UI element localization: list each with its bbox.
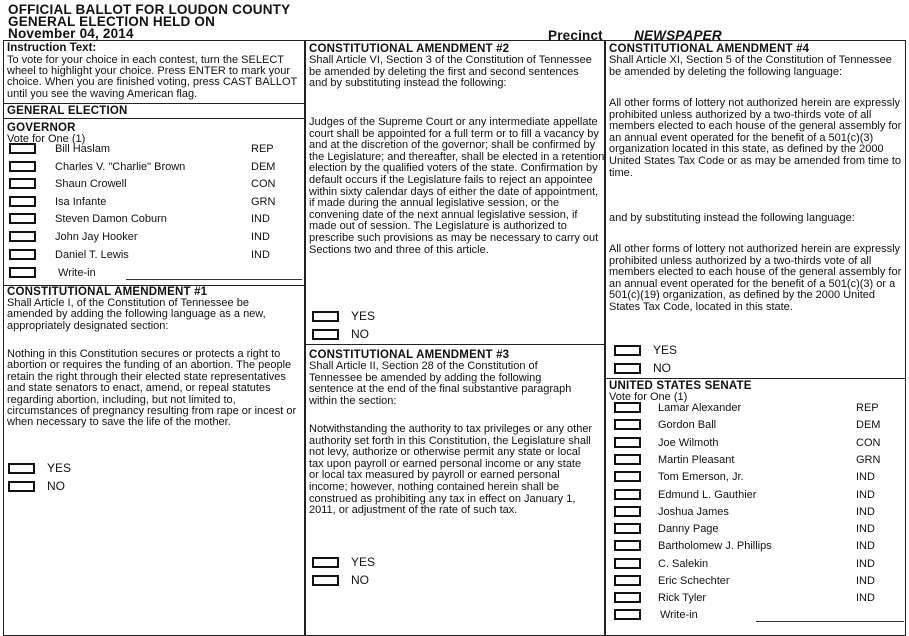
yes-label: YES <box>653 343 678 357</box>
amendment3-no-option[interactable] <box>312 573 369 587</box>
precinct-value: NEWSPAPER <box>634 28 722 43</box>
amendment1-yes-checkbox[interactable] <box>8 463 35 474</box>
candidate-checkbox[interactable] <box>9 213 36 224</box>
amendment1-intro: Shall Article I, of the Constitution of Tennessee be amended by adding the following language as a new, appropriately designated section: <box>7 297 266 332</box>
governor-vote-for: Vote for One (1) <box>7 133 86 145</box>
candidate-checkbox[interactable] <box>614 523 641 534</box>
candidate-name: Rick Tyler <box>658 592 707 605</box>
ballot-column-3 <box>605 40 906 636</box>
amendment2-no-option[interactable] <box>312 327 369 341</box>
governor-write-in-row[interactable] <box>4 263 304 283</box>
amendment4-body-deleted: All other forms of lottery not authorized herein are expressly prohibited unless authorized by a two-thirds vote of all members elected to each house of the general assembly for an annual event operated for the benefit of a 501(c)(3) organization located in this state, as defined by the 2000 United States Tax Code or as may be amended from time to time. <box>609 97 902 179</box>
governor-title: GOVERNOR <box>7 122 76 134</box>
candidate-name: Shaun Crowell <box>55 178 127 191</box>
candidate-name: Joe Wilmoth <box>658 436 719 449</box>
candidate-name: Daniel T. Lewis <box>55 248 129 261</box>
divider <box>4 103 304 104</box>
candidate-party: IND <box>856 471 875 484</box>
candidate-name: Tom Emerson, Jr. <box>658 471 744 484</box>
candidate-row[interactable] <box>606 452 905 470</box>
candidate-checkbox[interactable] <box>614 575 641 586</box>
amendment2-title: CONSTITUTIONAL AMENDMENT #2 <box>309 43 510 55</box>
amendment1-yes-option[interactable] <box>8 461 71 475</box>
candidate-checkbox[interactable] <box>614 506 641 517</box>
senate-candidate-list <box>606 400 905 610</box>
candidate-name: Charles V. "Charlie" Brown <box>55 160 186 173</box>
ballot-column-1 <box>3 40 305 636</box>
candidate-checkbox[interactable] <box>9 178 36 189</box>
amendment4-body-substitute: and by substituting instead the following language: <box>609 212 855 224</box>
candidate-row[interactable] <box>4 141 304 159</box>
amendment4-no-option[interactable] <box>614 361 671 375</box>
instructions-title: Instruction Text: <box>7 42 97 54</box>
no-label: NO <box>351 327 369 341</box>
candidate-party: IND <box>251 231 270 243</box>
write-in-line[interactable] <box>756 621 904 622</box>
candidate-name: Steven Damon Coburn <box>55 213 167 226</box>
write-in-label: Write-in <box>58 267 96 279</box>
candidate-party: REP <box>856 402 879 414</box>
candidate-row[interactable] <box>606 538 905 556</box>
candidate-party: GRN <box>251 195 276 208</box>
candidate-row[interactable] <box>606 417 905 435</box>
write-in-line[interactable] <box>126 279 302 280</box>
write-in-checkbox[interactable] <box>9 267 36 278</box>
no-label: NO <box>47 479 65 493</box>
candidate-party: REP <box>251 143 274 155</box>
candidate-name: Bill Haslam <box>55 143 111 155</box>
candidate-party: IND <box>856 488 875 501</box>
amendment3-body: Notwithstanding the authority to tax privileges or any other authority set forth in this Constitution, the Legislature shall not levy, authorize or otherwise permit any state or local tax upon payroll or earned personal income or any state or local tax measured by payroll or earned personal income; however, nothing contained herein shall be construed as prohibiting any tax in effect on January 1, 2011, or adjustment of the rate of such tax. <box>309 423 593 517</box>
amendment1-no-checkbox[interactable] <box>8 481 35 492</box>
candidate-party: IND <box>856 557 875 570</box>
precinct-label: Precinct <box>548 28 603 43</box>
candidate-row[interactable] <box>4 229 304 247</box>
candidate-party: CON <box>251 178 276 191</box>
amendment1-title: CONSTITUTIONAL AMENDMENT #1 <box>7 286 208 298</box>
candidate-name: Joshua James <box>658 505 729 518</box>
candidate-row[interactable] <box>606 400 905 418</box>
candidate-row[interactable] <box>4 247 304 265</box>
no-label: NO <box>653 361 671 375</box>
candidate-checkbox[interactable] <box>614 402 641 413</box>
candidate-party: CON <box>856 436 881 449</box>
candidate-name: Isa Infante <box>55 195 107 208</box>
amendment1-body: Nothing in this Constitution secures or protects a right to abortion or requires the funding of an abortion. The people retain the right through their elected state representatives and state senators to enact, amend, or repeal statutes regarding abortion, including, but not limited to, circumstances of pregnancy resulting from rape or incest or when necessary to save the life of the mother. <box>7 348 297 429</box>
candidate-party: IND <box>856 523 875 536</box>
candidate-checkbox[interactable] <box>614 540 641 551</box>
candidate-party: GRN <box>856 453 881 466</box>
candidate-checkbox[interactable] <box>614 454 641 465</box>
write-in-label: Write-in <box>660 609 698 621</box>
candidate-row[interactable] <box>606 487 905 505</box>
amendment4-no-checkbox[interactable] <box>614 363 641 374</box>
amendment4-title: CONSTITUTIONAL AMENDMENT #4 <box>609 43 810 55</box>
no-label: NO <box>351 573 369 587</box>
amendment3-no-checkbox[interactable] <box>312 575 339 586</box>
candidate-row[interactable] <box>606 435 905 453</box>
candidate-party: IND <box>856 505 875 518</box>
yes-label: YES <box>47 461 72 475</box>
governor-candidate-list <box>4 141 304 271</box>
amendment2-yes-checkbox[interactable] <box>312 311 339 322</box>
divider <box>306 344 604 345</box>
candidate-row[interactable] <box>4 211 304 229</box>
candidate-name: Lamar Alexander <box>658 402 742 414</box>
amendment2-intro: Shall Article VI, Section 3 of the Constitution of Tennessee be amended by deleting the first and second sentences and by substituting instead the following: <box>309 54 592 90</box>
candidate-checkbox[interactable] <box>614 558 641 569</box>
instructions-text: To vote for your choice in each contest, turn the SELECT wheel to highlight your choice. Press ENTER to mark your choice. When you are finished voting, press CAST BALLOT until you see the waving American flag. <box>7 54 298 100</box>
general-election-heading: GENERAL ELECTION <box>7 105 128 117</box>
senate-vote-for: Vote for One (1) <box>609 391 688 403</box>
candidate-row[interactable] <box>606 556 905 574</box>
amendment3-yes-option[interactable] <box>312 555 375 569</box>
amendment1-no-option[interactable] <box>8 479 65 493</box>
amendment3-intro: Shall Article II, Section 28 of the Constitution of Tennessee be amended by adding the following sentence at the end of the final substantive paragraph within the section: <box>309 360 572 407</box>
candidate-party: IND <box>856 540 875 553</box>
candidate-checkbox[interactable] <box>614 592 641 603</box>
candidate-name: Gordon Ball <box>658 419 717 432</box>
candidate-name: Martin Pleasant <box>658 453 735 466</box>
election-date: November 04, 2014 <box>8 26 134 41</box>
candidate-checkbox[interactable] <box>9 161 36 172</box>
candidate-party: IND <box>856 592 875 605</box>
write-in-checkbox[interactable] <box>614 609 641 620</box>
candidate-checkbox[interactable] <box>9 231 36 242</box>
candidate-checkbox[interactable] <box>614 419 641 430</box>
candidate-party: IND <box>251 248 270 261</box>
candidate-row[interactable] <box>606 573 905 591</box>
amendment4-yes-option[interactable] <box>614 343 677 357</box>
amendment4-intro: Shall Article XI, Section 5 of the Constitution of Tennessee be amended by deleting the following language: <box>609 54 892 78</box>
yes-label: YES <box>351 555 376 569</box>
candidate-row[interactable] <box>4 159 304 177</box>
candidate-party: DEM <box>251 160 276 173</box>
candidate-party: IND <box>856 575 875 587</box>
candidate-checkbox[interactable] <box>9 143 36 154</box>
amendment4-yes-checkbox[interactable] <box>614 345 641 356</box>
candidate-row[interactable] <box>606 469 905 487</box>
candidate-party: DEM <box>856 419 881 432</box>
candidate-name: Edmund L. Gauthier <box>658 488 757 501</box>
candidate-name: Bartholomew J. Phillips <box>658 540 772 553</box>
candidate-name: Eric Schechter <box>658 575 730 587</box>
senate-write-in-row[interactable] <box>606 606 905 626</box>
candidate-name: C. Salekin <box>658 557 709 570</box>
candidate-row[interactable] <box>4 176 304 194</box>
candidate-row[interactable] <box>606 504 905 522</box>
candidate-checkbox[interactable] <box>614 489 641 500</box>
candidate-checkbox[interactable] <box>614 437 641 448</box>
amendment3-title: CONSTITUTIONAL AMENDMENT #3 <box>309 349 510 361</box>
amendment2-yes-option[interactable] <box>312 309 375 323</box>
amendment2-no-checkbox[interactable] <box>312 329 339 340</box>
yes-label: YES <box>351 309 376 323</box>
ballot-column-2 <box>305 40 605 636</box>
candidate-name: Danny Page <box>658 523 719 536</box>
amendment4-body-new: All other forms of lottery not authorized herein are expressly prohibited unless authorized by a two-thirds vote of all members elected to each house of the general assembly for an annual event operated for the benefit of a 501(c)(3) or a 501(c)(19) organization, as defined by the 2000 United States Tax Code, located in this state. <box>609 243 902 313</box>
candidate-checkbox[interactable] <box>9 249 36 260</box>
amendment3-yes-checkbox[interactable] <box>312 557 339 568</box>
senate-title: UNITED STATES SENATE <box>609 380 752 392</box>
candidate-row[interactable] <box>4 194 304 212</box>
divider <box>606 378 905 379</box>
divider <box>4 118 304 119</box>
ballot-title-line2: GENERAL ELECTION HELD ON <box>8 14 216 29</box>
ballot-title-line1: OFFICIAL BALLOT FOR LOUDON COUNTY <box>8 2 291 17</box>
amendment2-body: Judges of the Supreme Court or any intermediate appellate court shall be appointed for a full term or to fill a vacancy by and at the discretion of the governor; shall be confirmed by the Legislature; and thereafter, shall be elected in a retention election by the qualified voters of the state. Confirmation by default occurs if the Legislature fails to reject an appointee within sixty calendar days of either the date of appointment, if made during the annual legislative session, or the convening date of the next annual legislative session, if made out of session. The Legislature is authorized to prescribe such provisions as may be necessary to carry out Sections two and three of this article. <box>309 116 605 256</box>
candidate-checkbox[interactable] <box>9 196 36 207</box>
candidate-checkbox[interactable] <box>614 471 641 482</box>
candidate-row[interactable] <box>606 521 905 539</box>
candidate-party: IND <box>251 213 270 226</box>
candidate-name: John Jay Hooker <box>55 231 138 243</box>
